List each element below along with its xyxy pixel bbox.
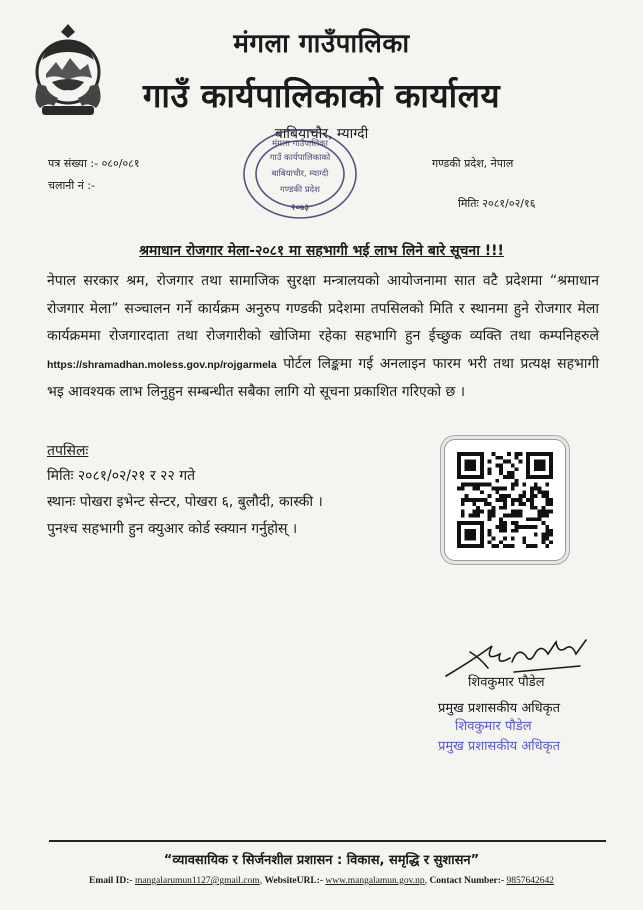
contact-number[interactable]: 9857642642	[506, 876, 554, 886]
footer-motto: “व्यावसायिक र सिर्जनशील प्रशासन : विकास, समृद्धि र सुशासन”	[163, 853, 480, 868]
email-link[interactable]: mangalarumun1127@gmail.com	[134, 876, 260, 886]
dispatch-number: चलानी नं :-	[48, 179, 96, 192]
signer-title: प्रमुख प्रशासकीय अधिकृत	[438, 701, 561, 716]
event-venue: स्थानः पोखरा इभेन्ट सेन्टर, पोखरा ६, बुलौदी, कास्की ।	[47, 494, 323, 510]
office-stamp	[236, 120, 364, 226]
qr-code-icon	[457, 452, 553, 548]
stamp-line: मंगला गाउँपालिका	[272, 139, 328, 149]
contact-label: Contact Number:-	[429, 876, 505, 886]
stamp-line: गण्डकी प्रदेश	[280, 185, 320, 195]
office-title: गाउँ कार्यपालिकाको कार्यालय	[142, 76, 501, 115]
letter-number: पत्र संख्या :- ०८०/०८१	[48, 157, 140, 170]
qr-instruction: पुनश्च सहभागी हुन क्युआर कोर्ड स्क्यान गर्नुहोस् ।	[47, 521, 298, 537]
office-name: मंगला गाउँपालिका	[233, 29, 410, 59]
portal-link[interactable]: https://shramadhan.moless.gov.np/rojgarmela	[47, 358, 277, 371]
notice-body	[47, 268, 599, 407]
province-address: गण्डकी प्रदेश, नेपाल	[432, 157, 514, 170]
footer-contact: Email ID:- mangalarumun1127@gmail.com, WebsiteURL:- www.mangalamun.gov.np, Contact Number:- 9857642642	[89, 876, 554, 886]
qr-code-frame[interactable]	[445, 440, 565, 560]
seal-name: शिवकुमार पौडेल	[455, 719, 532, 734]
notice-subject: श्रमाधान रोजगार मेला-२०८१ मा सहभागी भई लाभ लिने बारे सूचना !!!	[139, 243, 504, 259]
footer-divider	[49, 840, 606, 842]
email-label: Email ID:-	[89, 876, 133, 886]
stamp-line: बाबियाचौर, म्याग्दी	[271, 169, 329, 179]
qr-modules	[457, 452, 553, 548]
event-date: मितिः २०८१/०२/२१ र २२ गते	[47, 468, 196, 484]
signer-name: शिवकुमार पौडेल	[468, 675, 545, 690]
office-location: बाबियाचौर, म्याग्दी	[274, 126, 369, 142]
stamp-line: गाउँ कार्यपालिकाको	[269, 153, 331, 163]
letter-date: मितिः २०८१/०२/१६	[458, 197, 536, 210]
notice-body-part1: नेपाल सरकार श्रम, रोजगार तथा सामाजिक सुरक्षा मन्त्रालयको आयोजनामा सात वटै प्रदेशमा “श्रमाधान रोजगार मेला” सञ्चालन गर्ने कार्यक्रम अनुरुप गण्डकी प्रदेशमा तपसिलको मिति र स्थानमा हुने रोजगार मेला कार्यक्रममा रोजगारदाता तथा रोजगारीको खोजिमा रहेका सहभागि हुन ईच्छुक व्यक्ति तथा कम्पनिहरुले	[47, 273, 599, 344]
stamp-line: २०७३	[291, 203, 309, 213]
website-label: WebsiteURL:-	[264, 876, 324, 886]
notice-body-part2: पोर्टल लिङ्कमा गई अनलाइन फारम भरी तथा प्रत्यक्ष सहभागी भइ आवश्यक लाभ लिनुहुन सम्बन्धीत सबैका लागि यो सूचना प्रकाशित गरिएको छ ।	[47, 355, 599, 400]
seal-title: प्रमुख प्रशासकीय अधिकृत	[438, 739, 561, 754]
website-link[interactable]: www.mangalamun.gov.np	[325, 876, 425, 886]
details-heading: तपसिलः	[47, 443, 89, 459]
